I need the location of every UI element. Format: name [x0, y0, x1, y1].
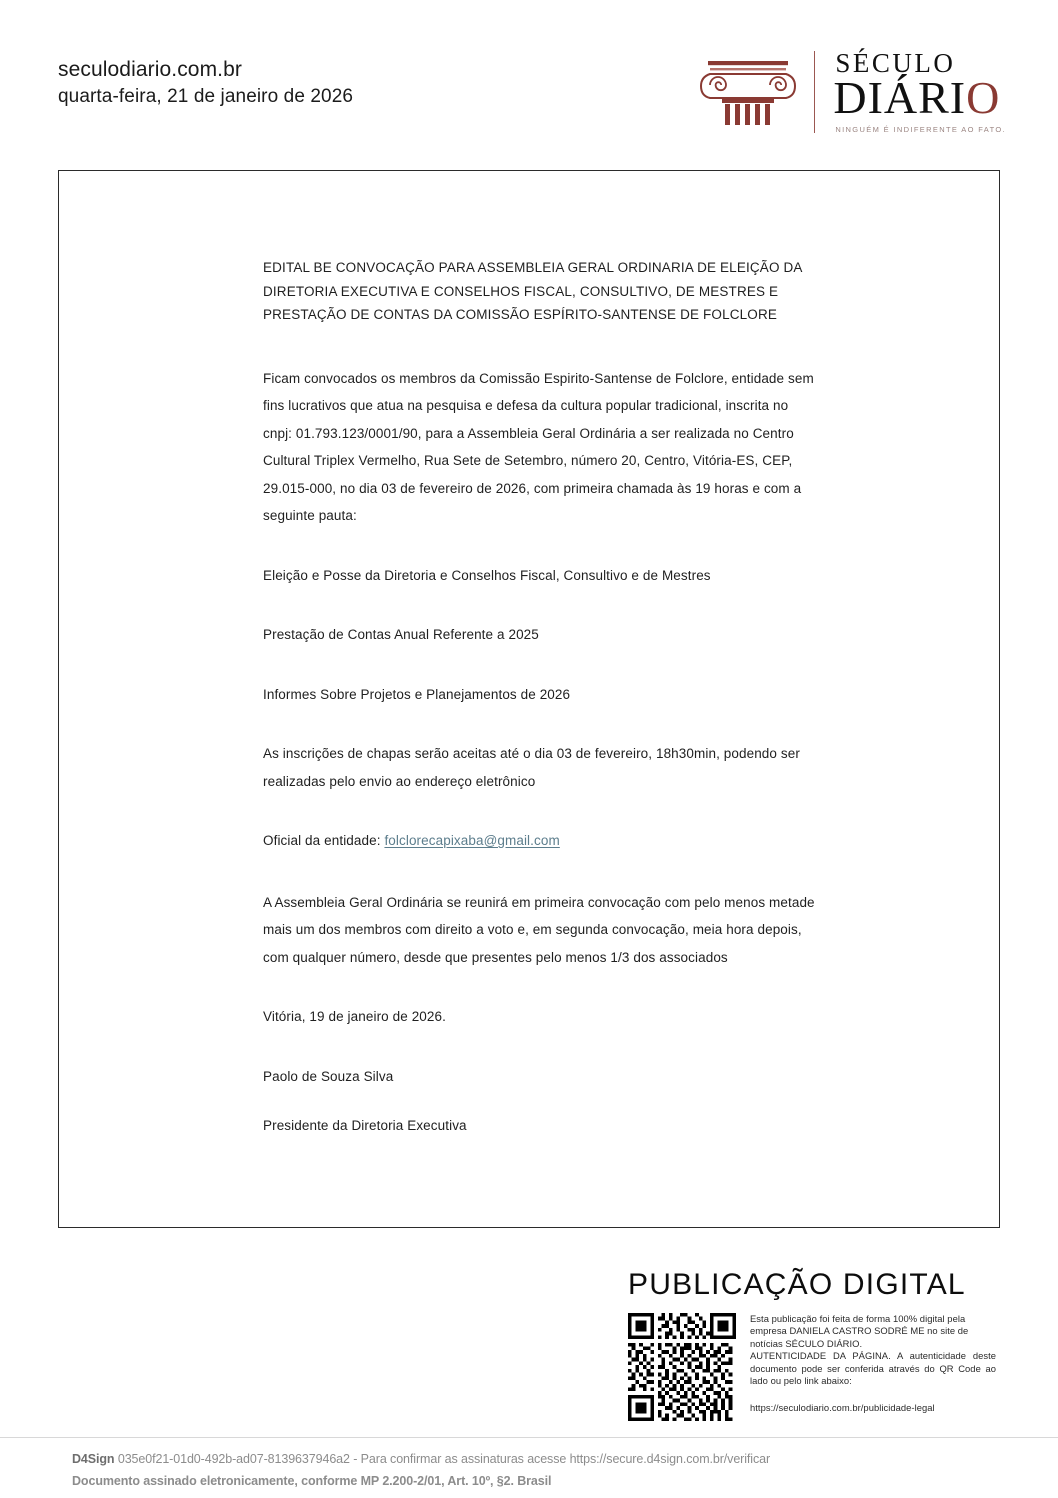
- page-masthead: [0, 0, 1058, 150]
- digital-publication-block: [628, 1268, 1010, 1421]
- logo-divider: [814, 51, 815, 133]
- seculo-diario-logo: [696, 44, 1006, 140]
- digital-publication-text: [750, 1313, 996, 1415]
- logo-wordmark: [833, 50, 1006, 134]
- d4sign-footer-bar: [0, 1437, 1058, 1498]
- logo-seculo: SÉCULO: [835, 48, 956, 79]
- qr-code-icon[interactable]: [628, 1313, 736, 1421]
- edital-quorum-paragraph: A Assembleia Geral Ordinária se reunirá em primeira convocação com pelo menos metade mais um dos membros com direito a voto e, em segunda convocação, meia hora depois, com qualquer número, desde que presentes pelo menos 1/3 dos associados: [263, 894, 815, 965]
- edital-intro-paragraph: Ficam convocados os membros da Comissão Espirito-Santense de Folclore, entidade sem fins lucrativos que atua na pesquisa e defesa da cultura popular tradicional, inscrita no cnpj: 01.793.123/0001/90, para a Assembleia Geral Ordinária a ser realizada no Centro Cultural Triplex Vermelho, Rua Sete de Setembro, número 20, Centro, Vitória-ES, CEP, 29.015-000, no dia 03 de fevereiro de 2026, com primeira chamada às 19 horas e com a seguinte pauta:: [263, 370, 814, 523]
- issue-date: quarta-feira, 21 de janeiro de 2026: [58, 86, 354, 107]
- ionic-column-icon: [696, 52, 800, 132]
- d4sign-hash-and-url: 035e0f21-01d0-492b-ad07-8139637946a2 - Para confirmar as assinaturas acesse https://secure.d4sign.com.br/verificar: [114, 1452, 771, 1466]
- edital-title: EDITAL BE CONVOCAÇÃO PARA ASSEMBLEIA GERAL ORDINARIA DE ELEIÇÃO DA DIRETORIA EXECUTIVA E CONSELHOS FISCAL, CONSULTIVO, DE MESTRES E PRESTAÇÃO DE CONTAS DA COMISSÃO ESPÍRITO-SANTENSE DE FOLCLORE: [263, 260, 802, 322]
- entity-email-link[interactable]: folclorecapixaba@gmail.com: [384, 833, 560, 848]
- digital-publication-title: PUBLICAÇÃO DIGITAL: [628, 1268, 966, 1301]
- logo-diario-accent: O: [966, 72, 1001, 124]
- d4sign-brand: D4Sign: [72, 1452, 115, 1466]
- d4sign-legal-line: Documento assinado eletronicamente, conforme MP 2.200-2/01, Art. 10º, §2. Brasil: [72, 1474, 552, 1488]
- digital-publication-url[interactable]: https://seculodiario.com.br/publicidade-legal: [750, 1402, 935, 1414]
- entity-email-label: Oficial da entidade:: [263, 833, 385, 848]
- site-name: seculodiario.com.br: [58, 58, 242, 81]
- digital-publication-body: [628, 1313, 1010, 1421]
- digital-publication-paragraph-1: Esta publicação foi feita de forma 100% digital pela empresa DANIELA CASTRO SODRÉ ME no site de notícias SÉCULO DIÁRIO.: [750, 1313, 969, 1349]
- agenda-item: Informes Sobre Projetos e Planejamentos de 2026: [263, 686, 571, 702]
- signer-name: Paolo de Souza Silva: [263, 1068, 394, 1084]
- logo-diario-main: DIÁRI: [833, 72, 967, 124]
- logo-tagline: NINGUÉM É INDIFERENTE AO FATO.: [835, 125, 1006, 135]
- document-border-box: [58, 170, 1000, 1228]
- edital-place-date: Vitória, 19 de janeiro de 2026.: [263, 1009, 446, 1024]
- signer-role: Presidente da Diretoria Executiva: [263, 1118, 467, 1133]
- entity-email-line: [263, 827, 819, 855]
- agenda-item: Eleição e Posse da Diretoria e Conselhos Fiscal, Consultivo e de Mestres: [263, 567, 711, 583]
- edital-content: [263, 256, 819, 1140]
- agenda-item: Prestação de Contas Anual Referente a 2025: [263, 627, 539, 642]
- edital-deadline-paragraph: As inscrições de chapas serão aceitas até o dia 03 de fevereiro, 18h30min, podendo ser realizadas pelo envio ao endereço eletrônico: [263, 746, 800, 789]
- masthead-text-block: [58, 56, 353, 110]
- d4sign-signature-line: [72, 1452, 770, 1466]
- digital-publication-paragraph-2: AUTENTICIDADE DA PÁGINA. A autenticidade deste documento pode ser conferida através do QR Code ao lado ou pelo link abaixo:: [750, 1350, 996, 1387]
- logo-diario: [833, 72, 1001, 124]
